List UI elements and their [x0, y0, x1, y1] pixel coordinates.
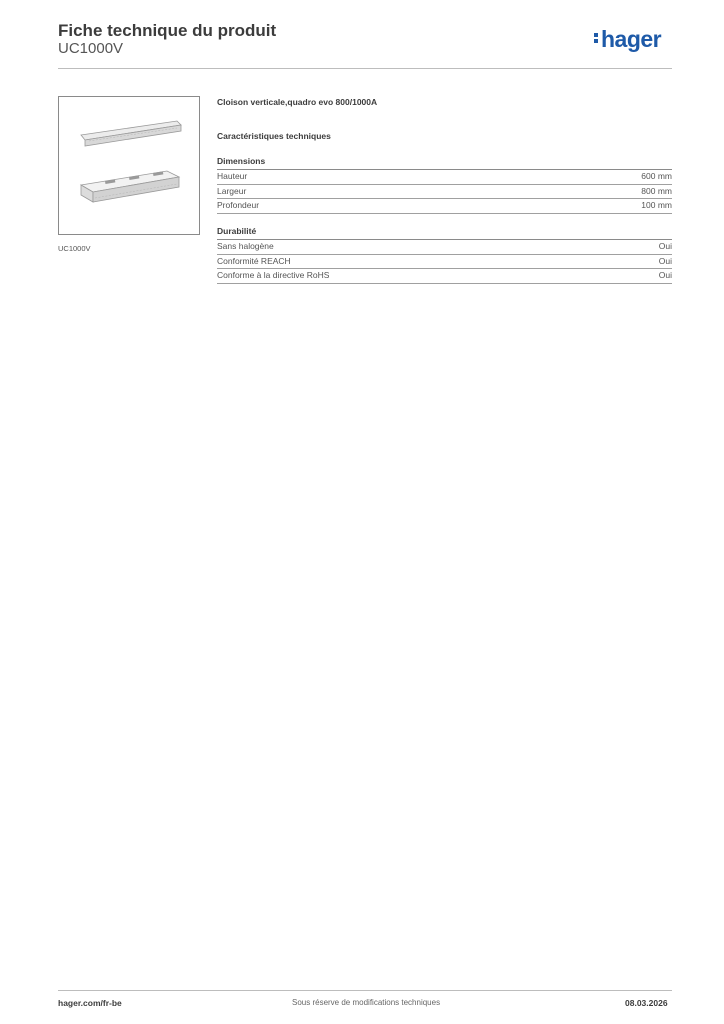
spec-label: Conforme à la directive RoHS: [217, 270, 330, 280]
partition-product-icon: [59, 97, 199, 234]
product-name: Cloison verticale,quadro evo 800/1000A: [217, 97, 378, 107]
product-reference: UC1000V: [58, 40, 124, 57]
spec-label: Largeur: [217, 185, 247, 196]
product-image: [58, 96, 200, 235]
website-link[interactable]: hager.com/fr-be: [58, 998, 122, 1008]
footer-date: 08.03.2026: [625, 998, 668, 1008]
spec-row: [217, 185, 672, 200]
spec-row: [217, 255, 672, 270]
spec-value: 600 mm: [641, 171, 672, 181]
page-title: Fiche technique du produit: [58, 21, 277, 40]
brand-logo: [594, 28, 661, 51]
technical-characteristics-heading: Caractéristiques techniques: [217, 131, 331, 141]
spec-value: Oui: [658, 270, 672, 280]
spec-label: Hauteur: [217, 171, 248, 181]
spec-row: [217, 240, 672, 255]
spec-label: Sans halogène: [217, 241, 274, 251]
spec-value: 100 mm: [641, 200, 672, 210]
footer-divider: [58, 990, 672, 991]
spec-row: [217, 170, 672, 185]
spec-value: 800 mm: [641, 185, 672, 196]
spec-row: [217, 269, 672, 284]
spec-label: Profondeur: [217, 200, 260, 210]
image-caption: UC1000V: [58, 244, 91, 253]
logo-dots-icon: [594, 31, 599, 45]
spec-value: Oui: [658, 255, 672, 266]
header-divider: [58, 68, 672, 69]
durability-section: [217, 226, 672, 284]
section-title: Dimensions: [217, 156, 266, 166]
dimensions-section: [217, 156, 672, 214]
logo-text: hager: [601, 26, 662, 52]
footer-notice: Sous réserve de modifications techniques: [292, 998, 441, 1007]
spec-row: [217, 199, 672, 214]
spec-label: Conformité REACH: [217, 255, 291, 266]
section-title: Durabilité: [217, 226, 257, 236]
spec-value: Oui: [658, 241, 672, 251]
